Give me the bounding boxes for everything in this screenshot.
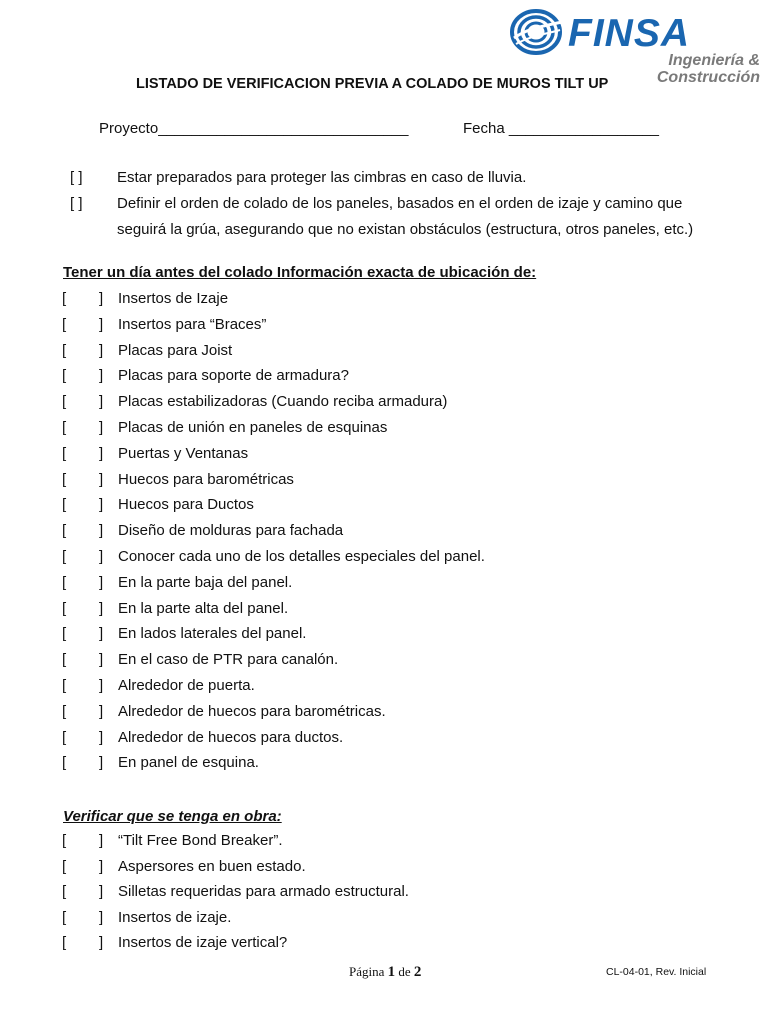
document-title: LISTADO DE VERIFICACION PREVIA A COLADO DE MUROS TILT UP <box>136 76 609 92</box>
checklist-item-text: Placas de unión en paneles de esquinas <box>118 419 388 436</box>
checklist-item-text: Conocer cada uno de los detalles especiales del panel. <box>118 548 485 565</box>
fecha-field: Fecha __________________ <box>463 120 660 137</box>
checklist-item-text: Alrededor de huecos para ductos. <box>118 728 344 746</box>
checkbox-bracket-left[interactable]: [ <box>62 857 67 875</box>
checkbox-bracket-right[interactable]: ] <box>99 522 104 540</box>
checkbox-bracket-right[interactable]: ] <box>99 625 104 643</box>
section2-heading: Verificar que se tenga en obra: <box>63 808 282 825</box>
checkbox-bracket-right[interactable]: ] <box>99 496 104 514</box>
checkbox-bracket-right[interactable]: ] <box>99 290 104 307</box>
checklist-item-text: Insertos de izaje. <box>118 908 232 926</box>
checklist-item-text: Insertos para “Braces” <box>118 315 267 333</box>
checkbox-bracket-right[interactable]: ] <box>99 548 104 565</box>
checklist-item-text: Silletas requeridas para armado estructural. <box>118 883 409 900</box>
checkbox-bracket-left[interactable]: [ <box>62 496 67 514</box>
checkbox-bracket-right[interactable]: ] <box>99 315 104 333</box>
page-label: Página <box>349 964 385 979</box>
checkbox-bracket-left[interactable]: [ <box>62 702 67 720</box>
intro-item-text: Definir el orden de colado de los paneles, basados en el orden de izaje y camino que <box>117 195 683 212</box>
checklist-item-text: Alrededor de puerta. <box>118 677 255 694</box>
checkbox-bracket-left[interactable]: [ <box>62 315 67 333</box>
checklist-item-text: Placas para Joist <box>118 341 233 359</box>
checkbox-bracket-left[interactable]: [ <box>62 444 67 462</box>
intro-item-continuation: seguirá la grúa, asegurando que no existan obstáculos (estructura, otros paneles, etc.) <box>117 221 694 238</box>
checkbox-bracket-right[interactable]: ] <box>99 832 104 849</box>
checkbox-bracket-right[interactable]: ] <box>99 393 104 411</box>
checkbox-bracket-right[interactable]: ] <box>99 599 104 617</box>
logo-subtitle-line2: Construcción <box>656 69 760 86</box>
logo-wordmark: FINSA <box>568 12 690 55</box>
checkbox-bracket-left[interactable]: [ <box>62 651 67 669</box>
checkbox-bracket-left[interactable]: [ <box>62 367 67 385</box>
checklist-item-text: En la parte baja del panel. <box>118 573 293 591</box>
page-number <box>349 964 421 981</box>
checkbox-bracket-left[interactable]: [ <box>62 832 67 849</box>
checkbox-bracket-left[interactable]: [ <box>62 290 67 307</box>
checklist-item-text: Placas para soporte de armadura? <box>118 367 349 385</box>
checklist-item-text: En la parte alta del panel. <box>118 599 289 617</box>
checklist-item-text: Puertas y Ventanas <box>118 444 249 462</box>
checklist-item-text: Insertos de Izaje <box>118 290 229 307</box>
checklist-item-text: En lados laterales del panel. <box>118 625 307 643</box>
checkbox-bracket-left[interactable]: [ <box>62 599 67 617</box>
checklist-item-text: Huecos para barométricas <box>118 470 294 488</box>
checkbox-bracket-right[interactable]: ] <box>99 883 104 900</box>
checkbox-bracket-left[interactable]: [ <box>62 393 67 411</box>
checklist-item-text: Insertos de izaje vertical? <box>118 934 288 951</box>
checkbox-bracket-right[interactable]: ] <box>99 444 104 462</box>
checkbox-bracket-left[interactable]: [ <box>62 548 67 565</box>
checklist-item-text: “Tilt Free Bond Breaker”. <box>118 832 283 849</box>
intro-item-text: Estar preparados para proteger las cimbras en caso de lluvia. <box>117 169 527 186</box>
checkbox-bracket-right[interactable]: ] <box>99 651 104 669</box>
checkbox-bracket-right[interactable]: ] <box>99 573 104 591</box>
checklist-item-text: Alrededor de huecos para barométricas. <box>118 702 386 720</box>
checkbox-bracket-left[interactable]: [ <box>62 934 67 951</box>
checkbox-bracket-right[interactable]: ] <box>99 934 104 951</box>
checkbox-bracket-left[interactable]: [ <box>62 573 67 591</box>
checkbox-bracket-left[interactable]: [ <box>62 677 67 694</box>
proyecto-field: Proyecto______________________________ <box>99 120 409 137</box>
checkbox-bracket-left[interactable]: [ <box>62 908 67 926</box>
checkbox-bracket-left[interactable]: [ <box>62 341 67 359</box>
checkbox-bracket-right[interactable]: ] <box>99 857 104 875</box>
page-current: 1 <box>387 964 396 980</box>
checkbox-bracket-left[interactable]: [ <box>62 754 67 772</box>
checkbox-bracket-left[interactable]: [ <box>62 522 67 540</box>
page-total: 2 <box>413 964 422 980</box>
checkbox-bracket-right[interactable]: ] <box>99 367 104 385</box>
page-of-label: de <box>398 964 411 979</box>
section1-heading: Tener un día antes del colado Información exacta de ubicación de: <box>63 264 537 281</box>
logo-subtitle-line1: Ingeniería & <box>668 52 760 69</box>
checkbox-bracket-right[interactable]: ] <box>99 419 104 436</box>
checklist-item-text: En el caso de PTR para canalón. <box>118 651 339 669</box>
checkbox-bracket-right[interactable]: ] <box>99 908 104 926</box>
finsa-swirl-icon <box>508 8 566 56</box>
checkbox[interactable]: [ ] <box>70 195 83 212</box>
checklist-item-text: En panel de esquina. <box>118 754 259 772</box>
checkbox-bracket-right[interactable]: ] <box>99 677 104 694</box>
checklist-item-text: Huecos para Ductos <box>118 496 254 514</box>
checklist-item-text: Aspersores en buen estado. <box>118 857 306 875</box>
checkbox-bracket-right[interactable]: ] <box>99 702 104 720</box>
checkbox-bracket-left[interactable]: [ <box>62 728 67 746</box>
document-code: CL-04-01, Rev. Inicial <box>606 966 707 978</box>
checklist-item-text: Diseño de molduras para fachada <box>118 522 344 540</box>
checkbox-bracket-right[interactable]: ] <box>99 341 104 359</box>
checkbox-bracket-right[interactable]: ] <box>99 470 104 488</box>
checkbox[interactable]: [ ] <box>70 169 83 186</box>
checkbox-bracket-right[interactable]: ] <box>99 728 104 746</box>
checkbox-bracket-left[interactable]: [ <box>62 883 67 900</box>
checkbox-bracket-left[interactable]: [ <box>62 470 67 488</box>
checkbox-bracket-left[interactable]: [ <box>62 419 67 436</box>
checklist-item-text: Placas estabilizadoras (Cuando reciba armadura) <box>118 393 448 411</box>
checkbox-bracket-left[interactable]: [ <box>62 625 67 643</box>
checkbox-bracket-right[interactable]: ] <box>99 754 104 772</box>
